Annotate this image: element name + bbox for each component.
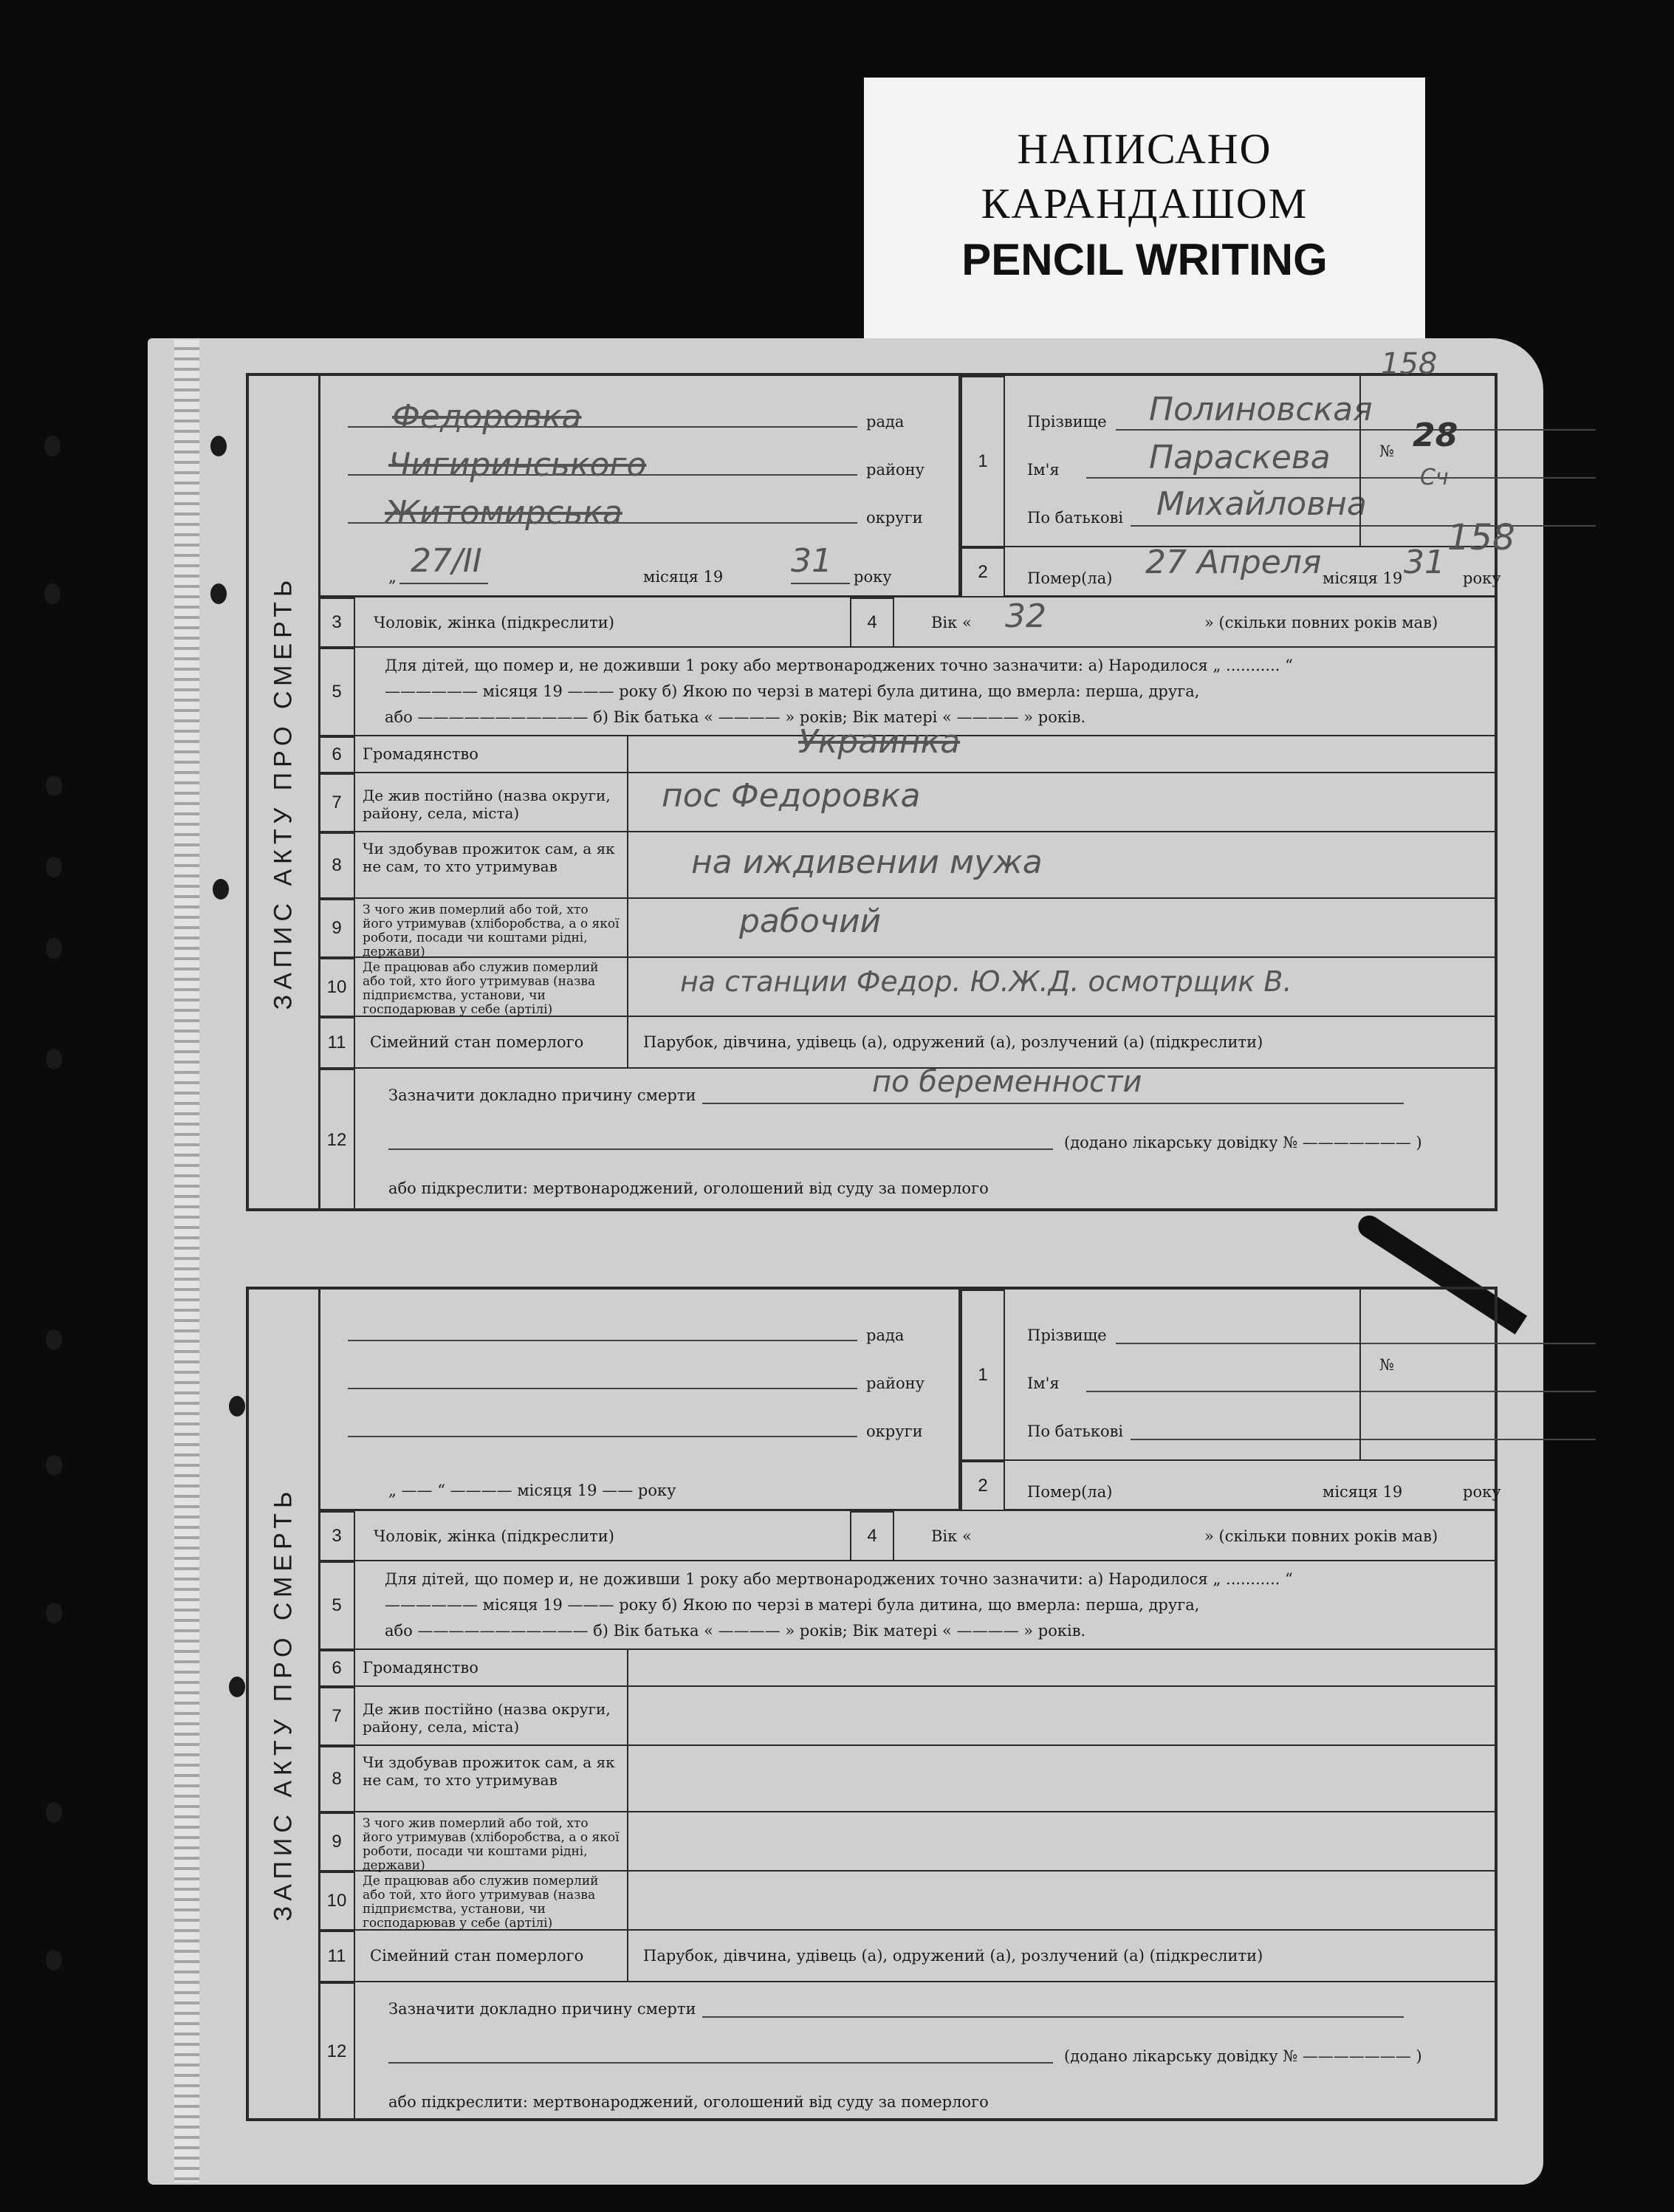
punch-hole: [46, 1455, 62, 1476]
hw-margin-side: 158: [1447, 517, 1515, 558]
punch-hole: [229, 1677, 245, 1697]
row-num-8: 8: [318, 832, 355, 899]
death-record-form-2: [246, 1287, 1501, 2121]
reg-date-label: „ —— “ ———— місяця 19 —— року: [388, 1482, 676, 1499]
hw-record-number: 28: [1413, 417, 1458, 454]
medical-cert-label: (додано лікарську довідку № ——————— ): [1064, 2047, 1422, 2065]
row-num-3: 3: [318, 597, 355, 648]
punch-hole: [46, 1950, 62, 1970]
livelihood-label: З чого жив померлий або той, хто його утримував (хліборобства, а о якої роботи, посади чи коштами рідні, держави): [363, 1816, 620, 1873]
patronymic-label: По батькові: [1027, 509, 1124, 527]
death-date-block: [1005, 544, 1501, 597]
row-num-9: 9: [318, 1812, 355, 1872]
cause-label: Зазначити докладно причину смерти: [388, 1086, 696, 1104]
livelihood-label: З чого жив померлий або той, хто його утримував (хліборобства, а о якої роботи, посади чи коштами рідні, держави): [363, 903, 620, 959]
row-num-4: 4: [850, 597, 894, 648]
pencil-writing-stamp: [864, 78, 1425, 343]
death-date-block: [1005, 1461, 1501, 1511]
hw-age: 32: [1005, 597, 1046, 635]
infant-line-a: Для дітей, що помер и, не доживши 1 року або мертвонароджених точно зазначити: а) Народилося „ ........... “: [385, 657, 1293, 674]
hw-rada: Федоровка: [392, 398, 582, 436]
hw-rayon: Чигиринського: [388, 446, 647, 484]
age-label: Вік «: [931, 1527, 972, 1545]
row-num-3: 3: [318, 1511, 355, 1561]
age-suffix-label: » (скільки повних років мав): [1204, 614, 1438, 631]
punch-hole: [210, 436, 227, 456]
surname-label: Прізвище: [1027, 1326, 1107, 1344]
rayonu-label: району: [866, 1374, 925, 1392]
row-num-1: 1: [961, 376, 1005, 547]
death-year-label: року: [1463, 569, 1501, 587]
name-block: [1005, 1290, 1359, 1461]
stamp-line-1: НАПИСАНО: [1017, 125, 1272, 173]
residence-label: Де жив постійно (назва округи, району, села, міста): [363, 787, 611, 822]
number-sign: №: [1379, 1356, 1394, 1374]
form-side-title: ЗАПИС АКТУ ПРО СМЕРТЬ: [249, 1290, 320, 2118]
punch-hole: [229, 1396, 245, 1417]
hw-reg-day: 27/II: [411, 542, 482, 580]
rada-label: рада: [866, 413, 905, 431]
row-num-9: 9: [318, 899, 355, 958]
row-num-1: 1: [961, 1290, 1005, 1461]
stillborn-label: або підкреслити: мертвонароджений, оголошений від суду за померлого: [388, 2093, 989, 2111]
okrugy-label: округи: [866, 1422, 923, 1440]
name-block: [1005, 376, 1373, 547]
punch-hole: [46, 775, 62, 796]
cause-block: [355, 1982, 1498, 2121]
hw-reg-year: 31: [791, 542, 832, 580]
form-side-title: ЗАПИС АКТУ ПРО СМЕРТЬ: [249, 376, 320, 1208]
row-num-8: 8: [318, 1746, 355, 1812]
residence-label: Де жив постійно (назва округи, району, села, міста): [363, 1700, 611, 1736]
hw-death-day: 27 Апреля: [1145, 544, 1322, 581]
row-num-2: 2: [961, 547, 1005, 597]
row-num-11: 11: [318, 1017, 355, 1069]
row-num-4: 4: [850, 1511, 894, 1561]
infant-line-c: або ——————————— б) Вік батька « ———— » років; Вік матері « ———— » років.: [385, 708, 1086, 726]
hw-death-year: 31: [1404, 544, 1445, 581]
punch-hole: [210, 583, 227, 604]
row-num-11: 11: [318, 1931, 355, 1982]
reg-year-label: року: [854, 568, 892, 586]
death-month-label: місяця 19: [1323, 569, 1403, 587]
registry-block: рада району округи „ місяця 19 року Федоровка Чигиринського Житомирська 27/II 31: [318, 376, 961, 597]
hw-okruga: Житомирська: [385, 494, 622, 532]
hw-name: Параскева: [1149, 439, 1331, 476]
hw-margin-top: 158: [1381, 347, 1438, 381]
citizenship-label: Громадянство: [363, 745, 478, 763]
okrugy-label: округи: [866, 509, 923, 527]
workplace-label: Де працював або служив померлий або той, хто його утримував (назва підприємства, установи, чи господарював у себе (артілі): [363, 960, 599, 1017]
cause-label: Зазначити докладно причину смерти: [388, 2000, 696, 2018]
row-num-5: 5: [318, 648, 355, 736]
surname-label: Прізвище: [1027, 413, 1107, 431]
rada-label: рада: [866, 1326, 905, 1344]
punch-hole: [46, 1329, 62, 1350]
row-num-10: 10: [318, 1872, 355, 1931]
sex-label: Чоловік, жінка (підкреслити): [374, 614, 614, 631]
marital-label: Сімейний стан померлого: [370, 1033, 584, 1051]
punch-hole: [213, 879, 229, 900]
infant-line-b: —————— місяця 19 ——— року б) Якою по черзі в матері була дитина, що вмерла: перша, друга,: [385, 682, 1200, 700]
support-label: Чи здобував прожиток сам, а як не сам, то хто утримував: [363, 840, 615, 875]
stillborn-label: або підкреслити: мертвонароджений, оголошений від суду за померлого: [388, 1179, 989, 1197]
punch-hole: [46, 1802, 62, 1823]
workplace-label: Де працював або служив померлий або той, хто його утримував (назва підприємства, установи, чи господарював у себе (артілі): [363, 1874, 599, 1931]
died-label: Помер(ла): [1027, 569, 1113, 587]
row-num-5: 5: [318, 1561, 355, 1650]
hw-support: на иждивении мужа: [691, 843, 1043, 881]
age-suffix-label: » (скільки повних років мав): [1204, 1527, 1438, 1545]
death-month-label: місяця 19: [1323, 1483, 1403, 1501]
hw-livelihood: рабочий: [739, 903, 882, 940]
registry-block: [318, 1290, 961, 1511]
death-record-form-1: [246, 373, 1501, 1211]
died-label: Помер(ла): [1027, 1483, 1113, 1501]
hw-surname: Полиновская: [1149, 391, 1373, 428]
punch-hole: [44, 583, 61, 604]
name-label: Ім'я: [1027, 461, 1060, 479]
hw-citizenship: Украинка: [798, 723, 961, 761]
age-label: Вік «: [931, 614, 972, 631]
punch-hole: [46, 1603, 62, 1623]
row-num-7: 7: [318, 773, 355, 832]
infant-line-a: Для дітей, що помер и, не доживши 1 року або мертвонароджених точно зазначити: а) Народилося „ ........... “: [385, 1570, 1293, 1588]
record-number-block: [1359, 1290, 1498, 1461]
punch-hole: [46, 857, 62, 877]
row-num-12: 12: [318, 1982, 355, 2121]
rayonu-label: району: [866, 461, 925, 479]
infant-block: [355, 1561, 1498, 1650]
binding-strip: [174, 340, 199, 2182]
patronymic-label: По батькові: [1027, 1422, 1124, 1440]
marital-options: Парубок, дівчина, удівець (а), одружений (а), розлучений (а) (підкреслити): [643, 1033, 1263, 1051]
row-num-10: 10: [318, 958, 355, 1017]
stamp-line-2: КАРАНДАШОМ: [981, 179, 1308, 227]
hw-residence: пос Федоровка: [662, 777, 921, 815]
hw-cause: по беременности: [872, 1065, 1142, 1099]
hw-number-note: Сч: [1420, 465, 1449, 490]
hw-patronymic: Михайловна: [1156, 485, 1367, 523]
support-label: Чи здобував прожиток сам, а як не сам, то хто утримував: [363, 1753, 615, 1789]
punch-hole: [46, 1049, 62, 1069]
row-num-7: 7: [318, 1687, 355, 1746]
row-num-12: 12: [318, 1069, 355, 1211]
death-year-label: року: [1463, 1483, 1501, 1501]
infant-line-c: або ——————————— б) Вік батька « ———— » років; Вік матері « ———— » років.: [385, 1622, 1086, 1640]
punch-hole: [44, 436, 61, 456]
marital-label: Сімейний стан померлого: [370, 1947, 584, 1965]
row-num-6: 6: [318, 736, 355, 773]
hw-workplace: на станции Федор. Ю.Ж.Д. осмотрщик В.: [680, 965, 1292, 998]
row-num-6: 6: [318, 1650, 355, 1687]
reg-month-label: місяця 19: [643, 568, 724, 586]
stamp-line-3: PENCIL WRITING: [961, 235, 1328, 284]
number-sign: №: [1379, 442, 1394, 460]
name-label: Ім'я: [1027, 1374, 1060, 1392]
marital-options: Парубок, дівчина, удівець (а), одружений (а), розлучений (а) (підкреслити): [643, 1947, 1263, 1965]
row-num-2: 2: [961, 1461, 1005, 1511]
infant-line-b: —————— місяця 19 ——— року б) Якою по черзі в матері була дитина, що вмерла: перша, друга,: [385, 1596, 1200, 1614]
cause-block: [355, 1065, 1498, 1211]
citizenship-label: Громадянство: [363, 1659, 478, 1677]
medical-cert-label: (додано лікарську довідку № ——————— ): [1064, 1134, 1422, 1151]
punch-hole: [46, 938, 62, 959]
sex-label: Чоловік, жінка (підкреслити): [374, 1527, 614, 1545]
